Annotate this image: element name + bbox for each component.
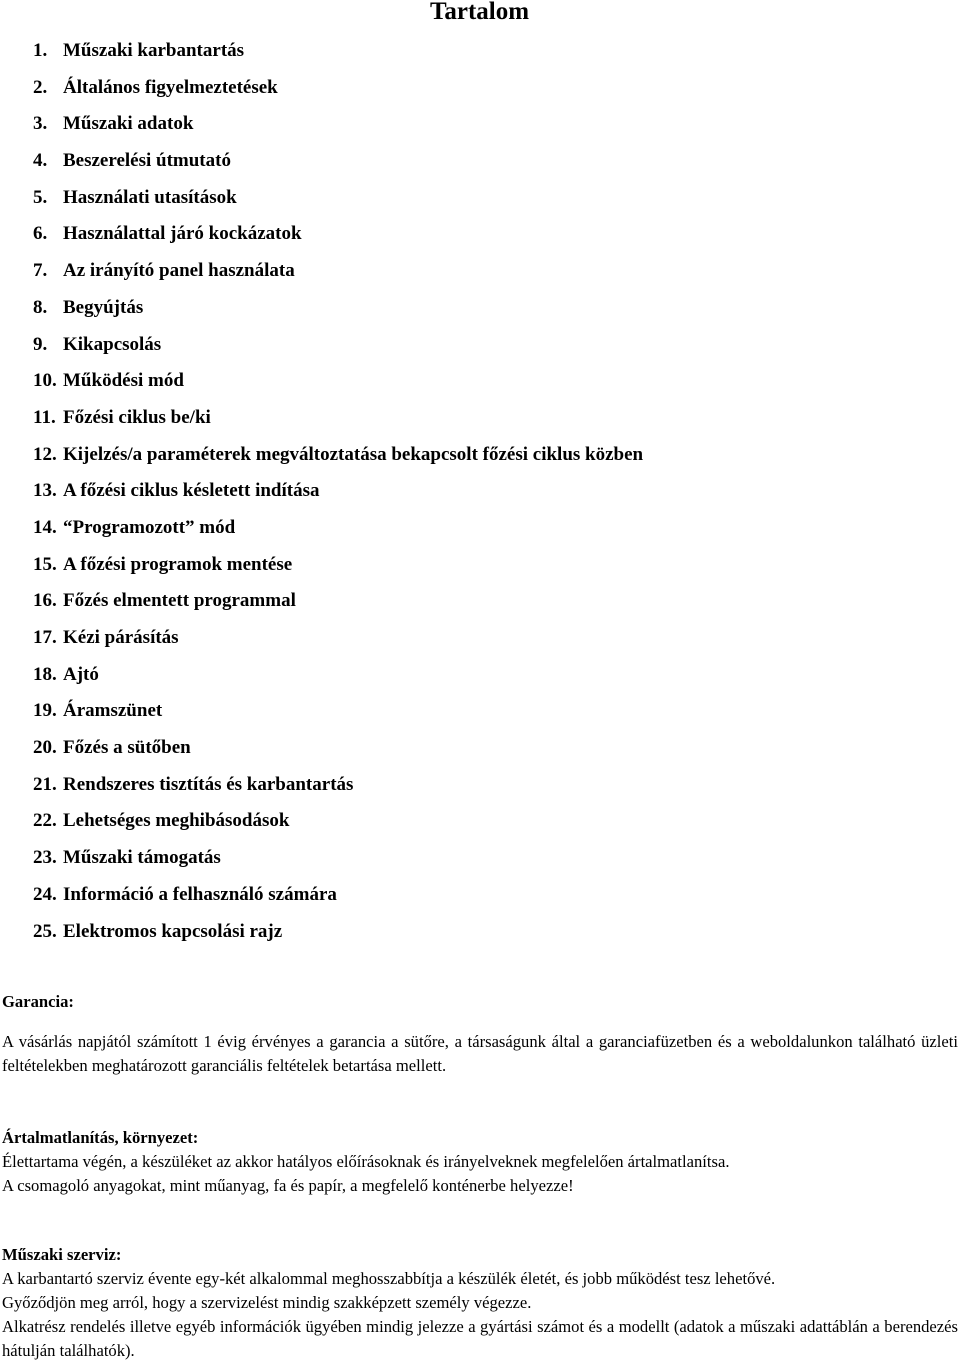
toc-item <box>33 74 643 111</box>
toc-label: “Programozott” mód <box>63 516 236 538</box>
toc-number: 3. <box>33 113 48 135</box>
toc-number: 10. <box>33 370 57 392</box>
toc-number: 25. <box>33 920 57 942</box>
toc-number: 20. <box>33 737 57 759</box>
toc-label: Beszerelési útmutató <box>63 150 231 172</box>
toc-label: A főzési programok mentése <box>63 553 293 575</box>
toc-number: 16. <box>33 590 57 612</box>
toc-item <box>33 184 643 221</box>
artalmatlanitas-line: Élettartama végén, a készüléket az akkor hatályos előírásoknak és irányelveknek megfelelően ártalmatlanítsa. <box>2 1152 730 1171</box>
toc-number: 12. <box>33 443 57 465</box>
artalmatlanitas-heading: Ártalmatlanítás, környezet: <box>2 1128 199 1147</box>
toc-item <box>33 514 643 551</box>
toc-item <box>33 37 643 74</box>
toc-label: Információ a felhasználó számára <box>63 883 337 905</box>
toc-number: 22. <box>33 810 57 832</box>
toc-item <box>33 844 643 881</box>
toc-label: Főzés elmentett programmal <box>63 590 296 612</box>
toc-item <box>33 331 643 368</box>
toc-label: Kézi párásítás <box>63 627 179 648</box>
page-title: Tartalom <box>430 0 530 25</box>
toc-label: Használati utasítások <box>63 186 237 208</box>
toc-number: 1. <box>33 40 48 61</box>
szerviz-line: A karbantartó szerviz évente egy-két alkalommal meghosszabbítja a készülék életét, és jobb működést tesz lehetővé. <box>2 1269 776 1288</box>
toc-label: Műszaki támogatás <box>63 847 221 869</box>
toc-label: Műszaki karbantartás <box>63 40 245 61</box>
toc-item <box>33 551 643 588</box>
toc-number: 11. <box>33 406 56 428</box>
toc-number: 8. <box>33 296 48 318</box>
table-of-contents <box>33 37 643 954</box>
toc-label: Lehetséges meghibásodások <box>63 810 290 832</box>
garancia-heading: Garancia: <box>2 992 74 1011</box>
toc-item <box>33 220 643 257</box>
toc-label: Általános figyelmeztetések <box>63 76 278 98</box>
szerviz-line: Győződjön meg arról, hogy a szervizelést mindig szakképzett személy végezze. <box>2 1293 532 1312</box>
toc-label: Elektromos kapcsolási rajz <box>63 920 283 942</box>
toc-label: Főzési ciklus be/ki <box>63 406 211 428</box>
toc-item <box>33 771 643 808</box>
toc-number: 19. <box>33 700 57 722</box>
toc-label: A főzési ciklus késletett indítása <box>63 480 320 502</box>
toc-item <box>33 294 643 331</box>
artalmatlanitas-line: A csomagoló anyagokat, mint műanyag, fa és papír, a megfelelő konténerbe helyezze! <box>2 1176 574 1195</box>
toc-label: Begyújtás <box>63 296 144 318</box>
toc-number: 24. <box>33 883 57 905</box>
toc-number: 7. <box>33 260 48 282</box>
toc-item <box>33 624 643 661</box>
toc-label: Műszaki adatok <box>63 113 194 135</box>
toc-item <box>33 918 643 955</box>
toc-label: Működési mód <box>63 370 184 392</box>
toc-number: 17. <box>33 627 57 648</box>
toc-number: 5. <box>33 186 48 208</box>
toc-item <box>33 587 643 624</box>
toc-item <box>33 734 643 771</box>
toc-label: Ajtó <box>63 663 99 685</box>
toc-item <box>33 257 643 294</box>
garancia-text: A vásárlás napjától számított 1 évig érvényes a garancia a sütőre, a társaságunk által a garanciafüzetben és a weboldalunkon található üzleti feltételekben meghatározott garanciális feltételek betartása mellett. <box>2 1032 958 1075</box>
toc-item <box>33 881 643 918</box>
artalmatlanitas-section <box>2 1126 958 1198</box>
toc-item <box>33 441 643 478</box>
toc-item <box>33 404 643 441</box>
toc-label: Rendszeres tisztítás és karbantartás <box>63 773 354 795</box>
toc-label: Áramszünet <box>63 700 163 722</box>
szerviz-heading: Műszaki szerviz: <box>2 1245 122 1264</box>
toc-label: Kikapcsolás <box>63 333 162 355</box>
toc-number: 2. <box>33 76 48 98</box>
garancia-section <box>2 990 958 1078</box>
toc-item <box>33 477 643 514</box>
toc-label: Főzés a sütőben <box>63 737 191 759</box>
toc-number: 18. <box>33 663 57 685</box>
toc-number: 14. <box>33 516 57 538</box>
toc-number: 21. <box>33 773 57 795</box>
toc-label: Kijelzés/a paraméterek megváltoztatása bekapcsolt főzési ciklus közben <box>63 443 644 465</box>
toc-label: Használattal járó kockázatok <box>63 223 302 245</box>
toc-item <box>33 697 643 734</box>
toc-item <box>33 147 643 184</box>
szerviz-section <box>2 1243 958 1363</box>
toc-number: 13. <box>33 480 57 502</box>
toc-item <box>33 110 643 147</box>
toc-item <box>33 807 643 844</box>
toc-number: 6. <box>33 223 48 245</box>
toc-number: 9. <box>33 333 48 355</box>
szerviz-paragraph: Alkatrész rendelés illetve egyéb információk ügyében mindig jelezze a gyártási számot és a modellt (adatok a műszaki adattáblán a berendezés hátulján találhatók). <box>2 1317 958 1360</box>
toc-number: 15. <box>33 553 57 575</box>
toc-item <box>33 661 643 698</box>
toc-number: 23. <box>33 847 57 869</box>
toc-number: 4. <box>33 150 48 172</box>
toc-label: Az irányító panel használata <box>63 260 295 282</box>
toc-item <box>33 367 643 404</box>
